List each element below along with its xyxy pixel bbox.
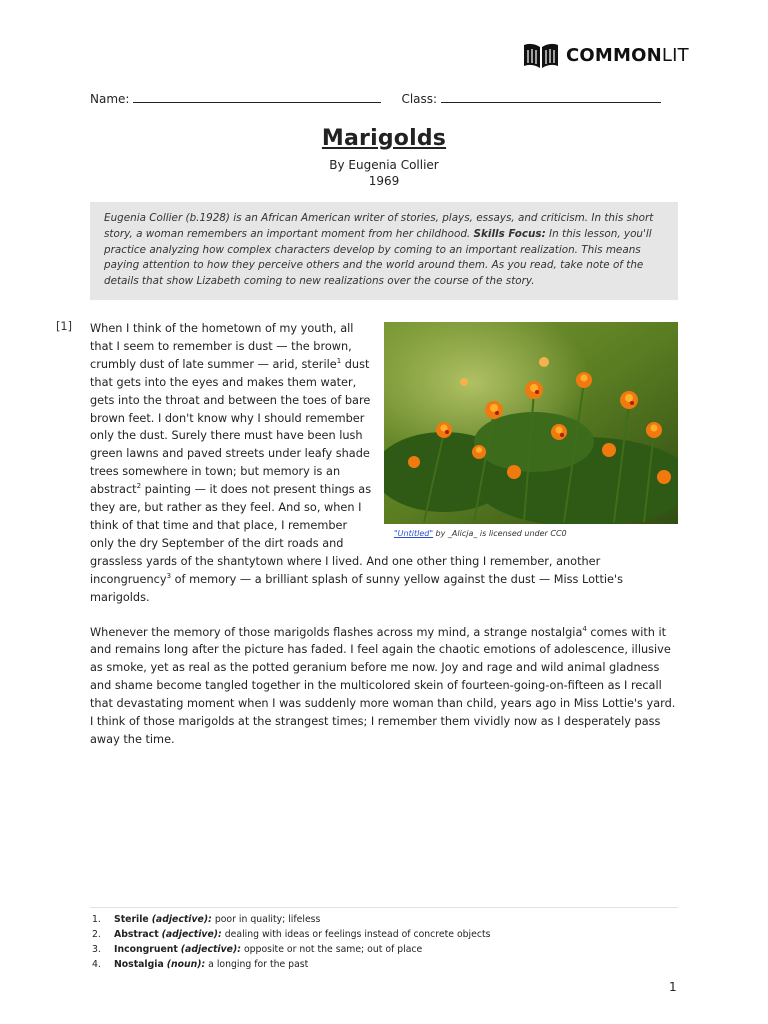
footnote-term: Abstract (114, 929, 159, 940)
footnote-item (92, 942, 490, 957)
footnote-divider (90, 907, 678, 908)
footnotes-list (92, 912, 490, 972)
footnote-term: Nostalgia (114, 959, 164, 970)
paragraph-2-text: Whenever the memory of those marigolds flashes across my mind, a strange nostalgia (90, 625, 583, 639)
photo-figure (384, 322, 678, 540)
name-field[interactable] (133, 90, 381, 103)
author: By Eugenia Collier (329, 158, 439, 172)
footnote-number: 3. (92, 944, 101, 955)
page-number: 1 (669, 980, 677, 994)
document-title: Marigolds (321, 126, 447, 151)
marigolds-photo (384, 322, 678, 524)
commonlit-logo (522, 42, 689, 70)
paragraph-1-text: dust that gets into the eyes and makes them water, gets into the throat and between the toes of bare brown feet. I don't know why I should remember only the dust. Surely there must have been lush green lawns and paved streets under leafy shade trees somewhere in town; but memory is an abstract (90, 357, 371, 497)
paragraph-1-text: When I think of the hometown of my youth, all that I seem to remember is dust — the brown, crumbly dust of late summer — arid, sterile (90, 322, 354, 371)
year: 1969 (368, 174, 400, 188)
logo-brand-light: LIT (661, 45, 689, 66)
footnote-item (92, 927, 490, 942)
byline (0, 157, 768, 189)
footnote-number: 1. (92, 914, 101, 925)
paragraph-1-text: of memory — a brilliant splash of sunny yellow against the dust — Miss Lottie's marigolds. (90, 572, 623, 604)
name-class-row (90, 90, 678, 106)
footnote-term: Incongruent (114, 944, 178, 955)
story-body (90, 320, 678, 766)
paragraph-1-text: painting — it does not present things as they are, but rather as they feel. And so, when I think of that time and that place, I remember only the dry September of the dirt roads and grassless yards of the shantytown where I lived. And one other thing I remember, another incongruency (90, 483, 601, 586)
footnote-definition: dealing with ideas or feelings instead of concrete objects (224, 929, 491, 940)
footnote-item (92, 912, 490, 927)
paragraph-2 (90, 624, 678, 749)
open-book-icon (522, 42, 560, 70)
footnote-pos: (adjective): (161, 929, 222, 940)
paragraph-1 (90, 320, 678, 607)
footnote-term: Sterile (114, 914, 149, 925)
logo-brand-bold: COMMON (566, 45, 662, 66)
footnote-pos: (adjective): (151, 914, 212, 925)
class-label: Class: (401, 92, 438, 106)
intro-skills-text: In this lesson, you'll practice analyzing how complex characters develop by coming to an important realization. This means paying attention to how they perceive others and the world around them. As you read, take note of the details that show Lizabeth coming to new realizations over the course of the story. (104, 227, 652, 288)
footnote-item (92, 957, 490, 972)
footnote-ref-2[interactable]: 2 (136, 482, 142, 491)
photo-credit: by _Alicja_ is licensed under CC0 (433, 529, 567, 538)
logo-wordmark (566, 47, 689, 65)
footnote-ref-1[interactable]: 1 (336, 357, 342, 366)
footnote-definition: a longing for the past (208, 959, 309, 970)
footnote-definition: opposite or not the same; out of place (243, 944, 423, 955)
name-label: Name: (90, 92, 130, 106)
footnote-number: 4. (92, 959, 101, 970)
footnote-pos: (noun): (166, 959, 206, 970)
photo-title-link[interactable]: "Untitled" (394, 529, 434, 538)
paragraph-2-text: comes with it and remains long after the picture has faded. I feel again the chaotic emotions of adolescence, illusive as smoke, yet as real as the potted geranium before me now. Joy and rage and wild animal gladness and shame become tangled together in the multicolored skein of fourteen-going-on-fifteen as I recall that devastating moment when I was suddenly more woman than child, years ago in Miss Lottie's yard. I think of those marigolds at the strangest times; I remember them vividly now as I desperately pass away the time. (90, 625, 676, 746)
footnote-number: 2. (92, 929, 101, 940)
photo-caption (394, 528, 678, 540)
footnote-pos: (adjective): (180, 944, 241, 955)
class-field[interactable] (441, 90, 661, 103)
footnote-definition: poor in quality; lifeless (214, 914, 321, 925)
footnote-ref-3[interactable]: 3 (166, 571, 172, 580)
footnote-ref-4[interactable]: 4 (582, 624, 587, 633)
intro-box (90, 202, 678, 300)
paragraph-number: [1] (56, 320, 73, 333)
skills-focus-label: Skills Focus: (473, 227, 546, 240)
intro-text: Eugenia Collier (b.1928) is an African American writer of stories, plays, essays, and criticism. In this short story, a woman remembers an important moment from her childhood. (104, 212, 654, 240)
